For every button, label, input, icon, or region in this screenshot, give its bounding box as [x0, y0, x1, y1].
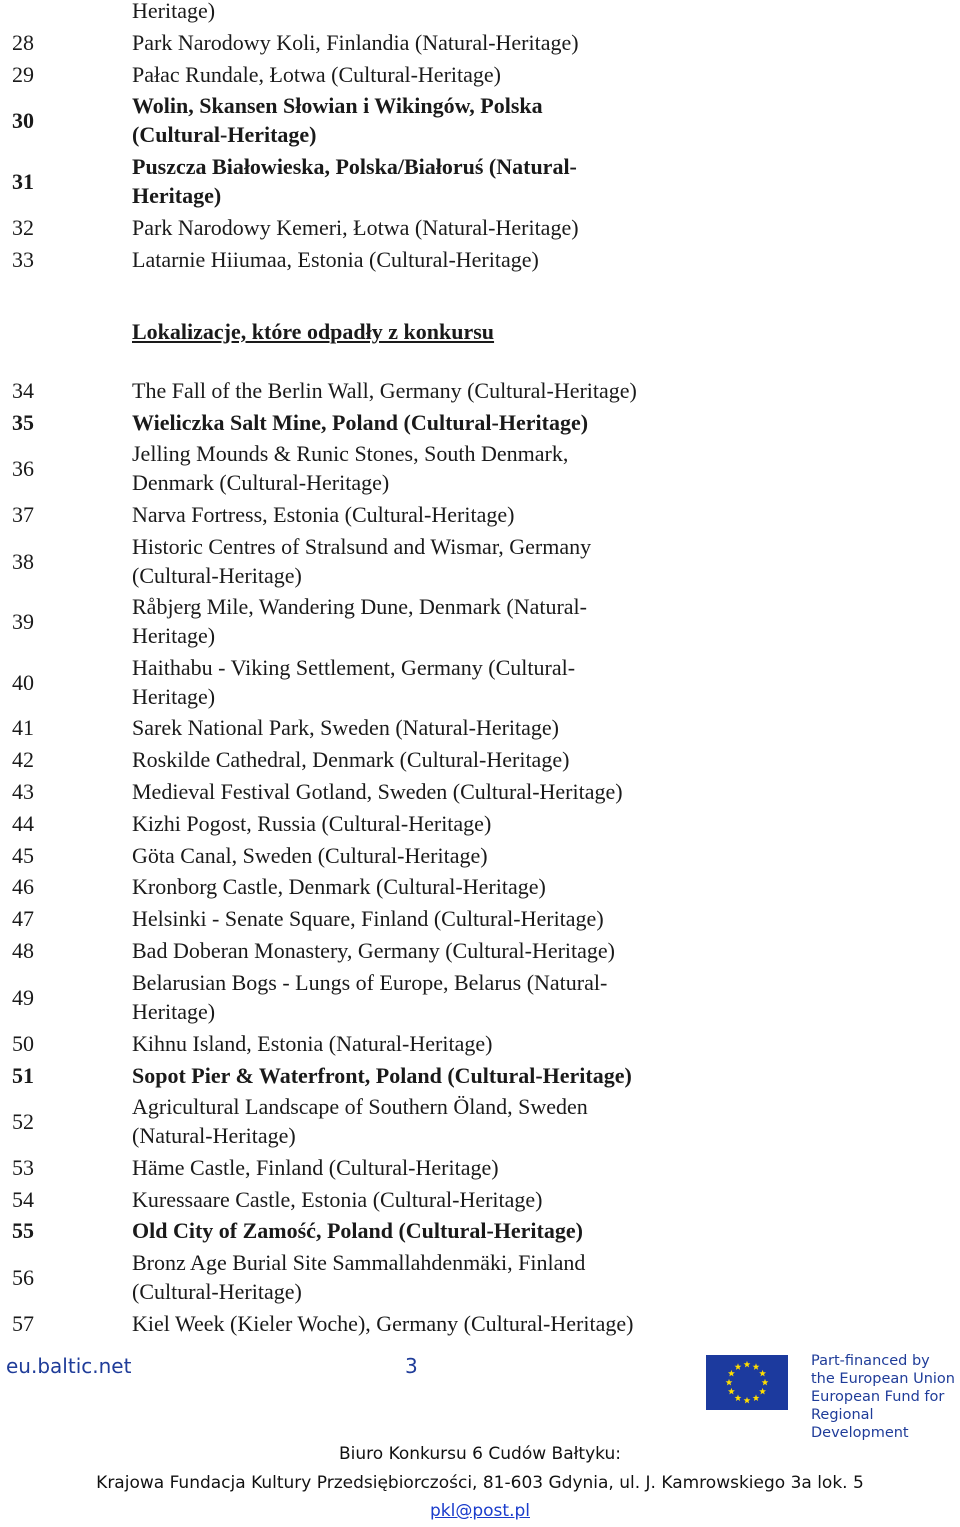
- org-title: Biuro Konkursu 6 Cudów Bałtyku:: [338, 1444, 621, 1464]
- entry-number: 47: [12, 906, 34, 931]
- entry-number: 45: [12, 843, 34, 868]
- entry-text: Agricultural Landscape of Southern Öland, Sweden: [132, 1094, 588, 1119]
- entry-number: 32: [12, 215, 34, 240]
- entry-text: Belarusian Bogs - Lungs of Europe, Belarus (Natural-: [132, 970, 608, 995]
- entry-number: 36: [12, 455, 34, 481]
- entry-number: 57: [12, 1311, 34, 1336]
- entry-text: Medieval Festival Gotland, Sweden (Cultural-Heritage): [132, 779, 623, 804]
- entry-number: 28: [12, 30, 34, 55]
- entry-number: 42: [12, 747, 34, 772]
- entry-text: Häme Castle, Finland (Cultural-Heritage): [132, 1155, 499, 1180]
- entry-text: Puszcza Białowieska, Polska/Białoruś (Natural-: [132, 154, 577, 179]
- entry-text: Kronborg Castle, Denmark (Cultural-Heritage): [132, 874, 546, 899]
- entry-number: 35: [12, 410, 34, 435]
- entry-text: Bronz Age Burial Site Sammallahdenmäki, Finland: [132, 1250, 586, 1275]
- footer-site-link[interactable]: eu.baltic.net: [6, 1354, 132, 1378]
- entry-text: The Fall of the Berlin Wall, Germany (Cultural-Heritage): [132, 378, 637, 403]
- entry-number: 38: [12, 548, 34, 574]
- entry-text: Narva Fortress, Estonia (Cultural-Heritage): [132, 502, 515, 527]
- eu-text-line: European Fund for: [811, 1389, 945, 1405]
- entry-text: Heritage): [132, 999, 216, 1024]
- entry-number: 48: [12, 938, 34, 963]
- entry-number: 37: [12, 502, 34, 527]
- entry-text: (Cultural-Heritage): [132, 563, 302, 588]
- eu-text-line: Development: [811, 1425, 909, 1441]
- entry-text: Wieliczka Salt Mine, Poland (Cultural-Heritage): [132, 410, 589, 435]
- entry-text: Haithabu - Viking Settlement, Germany (Cultural-: [132, 655, 576, 680]
- entry-text: Bad Doberan Monastery, Germany (Cultural-Heritage): [132, 938, 616, 963]
- entry-number: 40: [12, 669, 34, 695]
- entry-number: 43: [12, 779, 34, 804]
- entry-text: Heritage): [132, 684, 216, 709]
- entry-text: Kiel Week (Kieler Woche), Germany (Cultural-Heritage): [132, 1311, 634, 1336]
- entry-text: Park Narodowy Kemeri, Łotwa (Natural-Heritage): [132, 215, 579, 240]
- entry-text: Historic Centres of Stralsund and Wismar, Germany: [132, 534, 592, 559]
- eu-text-line: Part-financed by: [811, 1353, 930, 1369]
- entry-number: 49: [12, 984, 34, 1010]
- entry-number: 33: [12, 247, 34, 272]
- entry-text: Kizhi Pogost, Russia (Cultural-Heritage): [132, 811, 492, 836]
- org-address: Krajowa Fundacja Kultury Przedsiębiorczości, 81-603 Gdynia, ul. J. Kamrowskiego 3a lok. 5: [96, 1473, 864, 1493]
- entry-number: 50: [12, 1031, 34, 1056]
- entry-text: Heritage): [132, 623, 216, 648]
- entry-text: Roskilde Cathedral, Denmark (Cultural-Heritage): [132, 747, 570, 772]
- top-fragment: Heritage): [132, 0, 216, 23]
- entry-number: 55: [12, 1218, 34, 1243]
- entry-number: 56: [12, 1264, 34, 1290]
- entry-text: (Cultural-Heritage): [132, 1279, 302, 1304]
- entry-text: Sarek National Park, Sweden (Natural-Heritage): [132, 715, 560, 740]
- entry-text: Pałac Rundale, Łotwa (Cultural-Heritage): [132, 62, 501, 87]
- entry-number: 30: [12, 107, 34, 133]
- entry-text: Kihnu Island, Estonia (Natural-Heritage): [132, 1031, 493, 1056]
- page-number: 3: [405, 1354, 418, 1378]
- org-email-link[interactable]: pkl@post.pl: [430, 1501, 530, 1521]
- entry-text: Sopot Pier & Waterfront, Poland (Cultural-Heritage): [132, 1063, 632, 1088]
- section-heading: Lokalizacje, które odpadły z konkursu: [132, 319, 495, 344]
- entry-number: 52: [12, 1108, 34, 1134]
- eu-funding-text: [811, 1352, 955, 1442]
- entry-number: 41: [12, 715, 34, 740]
- entry-text: Råbjerg Mile, Wandering Dune, Denmark (Natural-: [132, 594, 587, 619]
- entry-number: 53: [12, 1155, 34, 1180]
- eu-text-line: Regional: [811, 1407, 874, 1423]
- entry-number: 46: [12, 874, 34, 899]
- entry-text: Heritage): [132, 183, 222, 208]
- entry-number: 51: [12, 1063, 34, 1088]
- entry-text: Jelling Mounds & Runic Stones, South Denmark,: [132, 441, 569, 466]
- entry-text: Denmark (Cultural-Heritage): [132, 470, 390, 495]
- entry-number: 34: [12, 378, 34, 403]
- entry-text: Göta Canal, Sweden (Cultural-Heritage): [132, 843, 488, 868]
- entry-text: Old City of Zamość, Poland (Cultural-Heritage): [132, 1218, 583, 1243]
- entry-number: 54: [12, 1187, 34, 1212]
- eu-flag-icon: [706, 1355, 788, 1410]
- eu-text-line: the European Union: [811, 1371, 955, 1387]
- entry-text: Helsinki - Senate Square, Finland (Cultural-Heritage): [132, 906, 604, 931]
- entry-text: Park Narodowy Koli, Finlandia (Natural-Heritage): [132, 30, 579, 55]
- entry-text: Wolin, Skansen Słowian i Wikingów, Polska: [132, 93, 543, 118]
- entry-text: Latarnie Hiiumaa, Estonia (Cultural-Heritage): [132, 247, 539, 272]
- entry-text: (Cultural-Heritage): [132, 122, 317, 147]
- entry-text: Kuressaare Castle, Estonia (Cultural-Heritage): [132, 1187, 543, 1212]
- entry-text: (Natural-Heritage): [132, 1123, 296, 1148]
- entry-number: 31: [12, 168, 34, 194]
- entry-number: 44: [12, 811, 34, 836]
- entry-number: 39: [12, 608, 34, 634]
- entry-number: 29: [12, 62, 34, 87]
